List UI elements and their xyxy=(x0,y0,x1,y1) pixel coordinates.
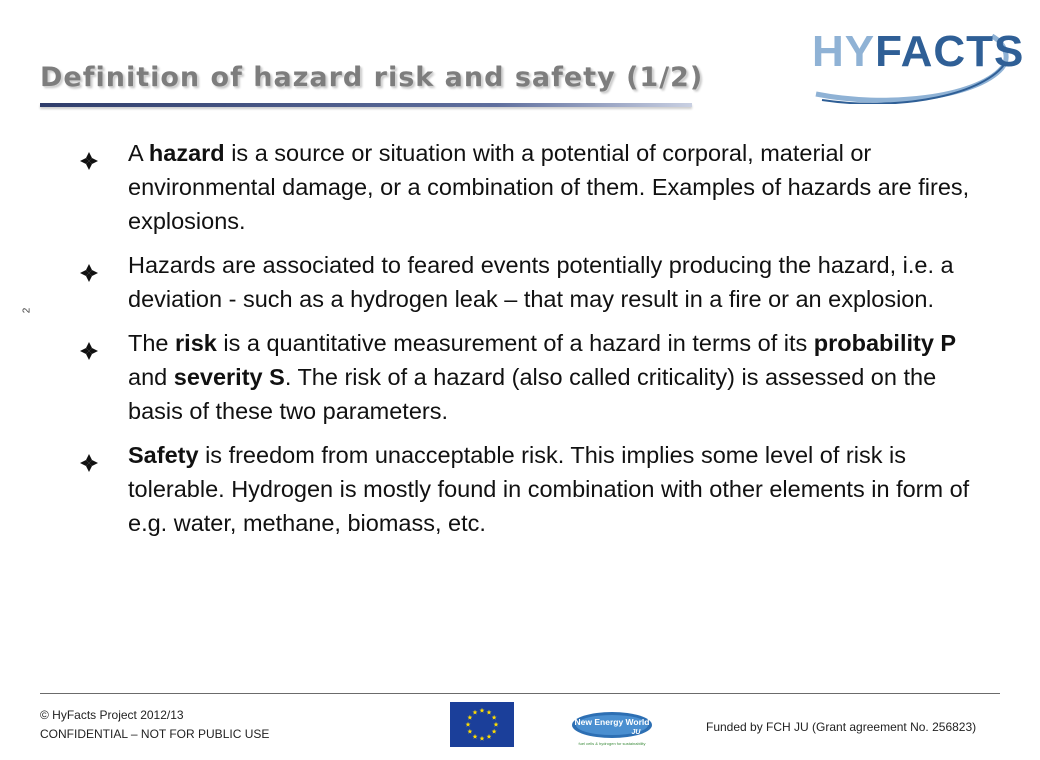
footer-left xyxy=(40,706,269,744)
bold-term: risk xyxy=(175,330,217,356)
bullet-text xyxy=(128,252,954,312)
diamond-bullet-icon xyxy=(80,447,98,465)
bold-term: probability P xyxy=(813,330,957,356)
new-energy-tagline: fuel cells & hydrogen for sustainability xyxy=(578,741,646,746)
bullet-item xyxy=(80,326,980,428)
text-run: is freedom from unacceptable risk. This implies some level of risk is tolerable. Hydrogen is mostly found in combination with other elements in form of e.g. water, methane, biomass, etc. xyxy=(128,442,970,536)
bullet-text xyxy=(128,330,956,424)
diamond-bullet-icon xyxy=(80,335,98,353)
page-number: 2 xyxy=(21,307,33,314)
text-run: is a quantitative measurement of a hazard in terms of its xyxy=(216,330,814,356)
text-run: is a source or situation with a potential of corporal, material or environmental damage, or a combination of them. Examples of hazards are fires, explosions. xyxy=(128,140,970,234)
footer-copyright: © HyFacts Project 2012/13 xyxy=(40,708,184,722)
bullet-item xyxy=(80,136,980,238)
footer-funding: Funded by FCH JU (Grant agreement No. 256823) xyxy=(706,720,977,734)
hyfacts-logo xyxy=(806,22,1025,104)
slide-title: Definition of hazard risk and safety (1/2) xyxy=(40,62,704,93)
text-run: A xyxy=(128,140,149,166)
logo-facts: FACTS xyxy=(875,27,1025,76)
bold-term: hazard xyxy=(148,140,225,166)
bullet-item xyxy=(80,248,980,316)
diamond-bullet-icon xyxy=(80,257,98,275)
text-run: Hazards are associated to feared events potentially producing the hazard, i.e. a deviation - such as a hydrogen leak – that may result in a fire or an explosion. xyxy=(128,252,954,312)
text-run: The xyxy=(128,330,176,356)
logo-wordmark xyxy=(812,27,1025,76)
footer-confidential: CONFIDENTIAL – NOT FOR PUBLIC USE xyxy=(40,727,270,741)
new-energy-title: New Energy World xyxy=(574,717,650,727)
new-energy-ju: JU xyxy=(631,729,641,736)
title-underline xyxy=(40,103,692,107)
bullet-text xyxy=(128,442,969,536)
diamond-bullet-icon xyxy=(80,145,98,163)
text-run: . The risk of a hazard (also called criticality) is assessed on the basis of these two parameters. xyxy=(128,364,937,424)
bold-term: severity S xyxy=(173,364,285,390)
new-energy-world-logo xyxy=(570,708,654,748)
eu-flag-icon xyxy=(450,702,514,747)
text-run: and xyxy=(128,364,174,390)
footer-divider xyxy=(40,693,1000,694)
logo-hy: HY xyxy=(812,27,876,76)
bullet-text xyxy=(128,140,969,234)
bullet-item xyxy=(80,438,980,540)
bullet-list xyxy=(80,136,980,550)
bold-term: Safety xyxy=(128,442,199,468)
